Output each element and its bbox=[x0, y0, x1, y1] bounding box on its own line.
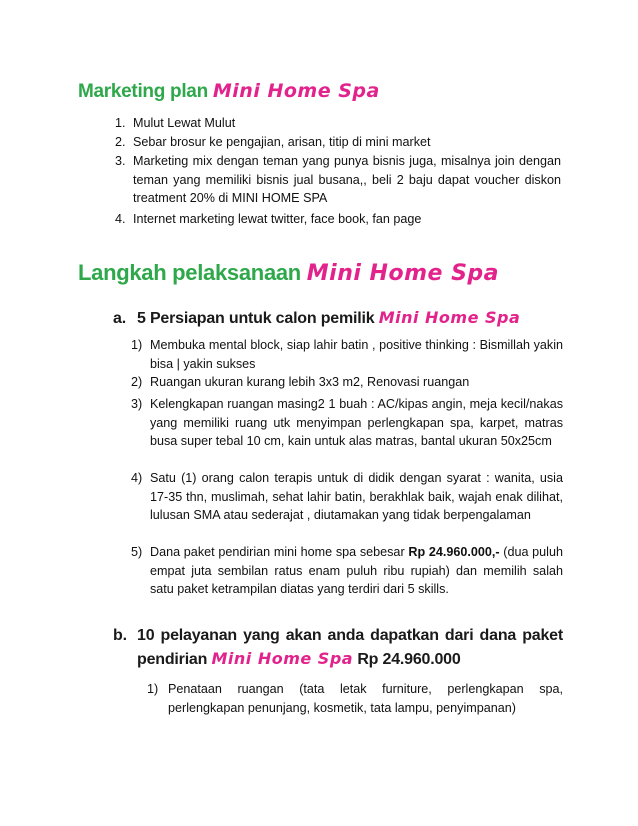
subheading-line2 bbox=[113, 649, 563, 669]
list-item bbox=[115, 152, 561, 208]
list-text: Satu (1) orang calon terapis untuk di didik dengan syarat : wanita, usia 17-35 thn, muslimah, sehat lahir batin, berakhlak baik, wajah enak dilihat, lulusan SMA atau sederajat , diutamakan yang tidak berpengalaman bbox=[150, 471, 563, 522]
list-number: 4. bbox=[115, 212, 126, 226]
list-number: 2) bbox=[131, 375, 143, 389]
list-text: Internet marketing lewat twitter, face book, fan page bbox=[133, 212, 422, 226]
heading-marketing-plan bbox=[78, 80, 380, 103]
list-item bbox=[131, 395, 563, 451]
list-number: 2. bbox=[115, 135, 126, 149]
list-item bbox=[115, 210, 561, 229]
list-item bbox=[131, 469, 563, 525]
list-number: 5) bbox=[131, 545, 143, 559]
brand-name: Mini Home Spa bbox=[211, 649, 354, 668]
list-text: Sebar brosur ke pengajian, arisan, titip di mini market bbox=[133, 135, 431, 149]
list-text: Membuka mental block, siap lahir batin , positive thinking : Bismillah yakin bisa | yakin sukses bbox=[150, 338, 563, 371]
list-item bbox=[131, 336, 563, 373]
list-item bbox=[131, 373, 563, 392]
heading-text: Langkah pelaksanaan bbox=[78, 260, 301, 285]
subheading-price: Rp 24.960.000 bbox=[357, 651, 461, 668]
subheading-a bbox=[113, 308, 520, 328]
list-text: Mulut Lewat Mulut bbox=[133, 116, 236, 130]
subheading-label: a. bbox=[113, 310, 126, 327]
brand-name: Mini Home Spa bbox=[306, 261, 500, 286]
list-number: 3. bbox=[115, 154, 126, 168]
subheading-b bbox=[113, 627, 563, 669]
list-item bbox=[147, 680, 563, 717]
list-item bbox=[115, 114, 561, 133]
brand-name: Mini Home Spa bbox=[212, 80, 380, 102]
list-text: Marketing mix dengan teman yang punya bisnis juga, misalnya join dengan teman yang memiliki bisnis jual busana,, beli 2 baju dapat voucher diskon treatment 20% di MINI HOME SPA bbox=[133, 154, 561, 205]
subheading-label: b. bbox=[113, 627, 127, 644]
list-text: Penataan ruangan (tata letak furniture, perlengkapan spa, perlengkapan penunjang, kosmetik, tata lampu, penyimpanan) bbox=[168, 682, 563, 715]
list-number: 1) bbox=[147, 682, 159, 696]
list-text: Ruangan ukuran kurang lebih 3x3 m2, Renovasi ruangan bbox=[150, 375, 470, 389]
list-item bbox=[115, 133, 561, 152]
list-number: 3) bbox=[131, 397, 143, 411]
price-bold: Rp 24.960.000,- bbox=[408, 545, 500, 559]
list-text-part: (dua puluh empat juta sembilan ratus enam puluh ribu rupiah) dan memilih salah satu paket ketrampilan diatas yang terdiri dari 5 skills. bbox=[150, 545, 563, 596]
subheading-text: pendirian bbox=[137, 651, 208, 668]
heading-text: Marketing plan bbox=[78, 81, 208, 102]
list-text bbox=[131, 543, 563, 599]
list-number: 4) bbox=[131, 471, 143, 485]
list-text: Kelengkapan ruangan masing2 1 buah : AC/kipas angin, meja kecil/nakas yang memiliki ruang utk menyimpan perlengkapan spa, karpet, matras busa super tebal 10 cm, kain untuk alas matras, bantal ukuran 50x25cm bbox=[150, 397, 563, 448]
list-number: 1. bbox=[115, 116, 126, 130]
brand-name: Mini Home Spa bbox=[378, 308, 521, 327]
heading-langkah-pelaksanaan bbox=[78, 260, 499, 286]
list-item bbox=[131, 543, 563, 599]
subheading-text: 5 Persiapan untuk calon pemilik bbox=[137, 310, 375, 327]
list-number: 1) bbox=[131, 338, 143, 352]
subheading-text: 10 pelayanan yang akan anda dapatkan dari dana paket bbox=[137, 627, 563, 644]
list-text-part: Dana paket pendirian mini home spa sebesar bbox=[150, 545, 409, 559]
